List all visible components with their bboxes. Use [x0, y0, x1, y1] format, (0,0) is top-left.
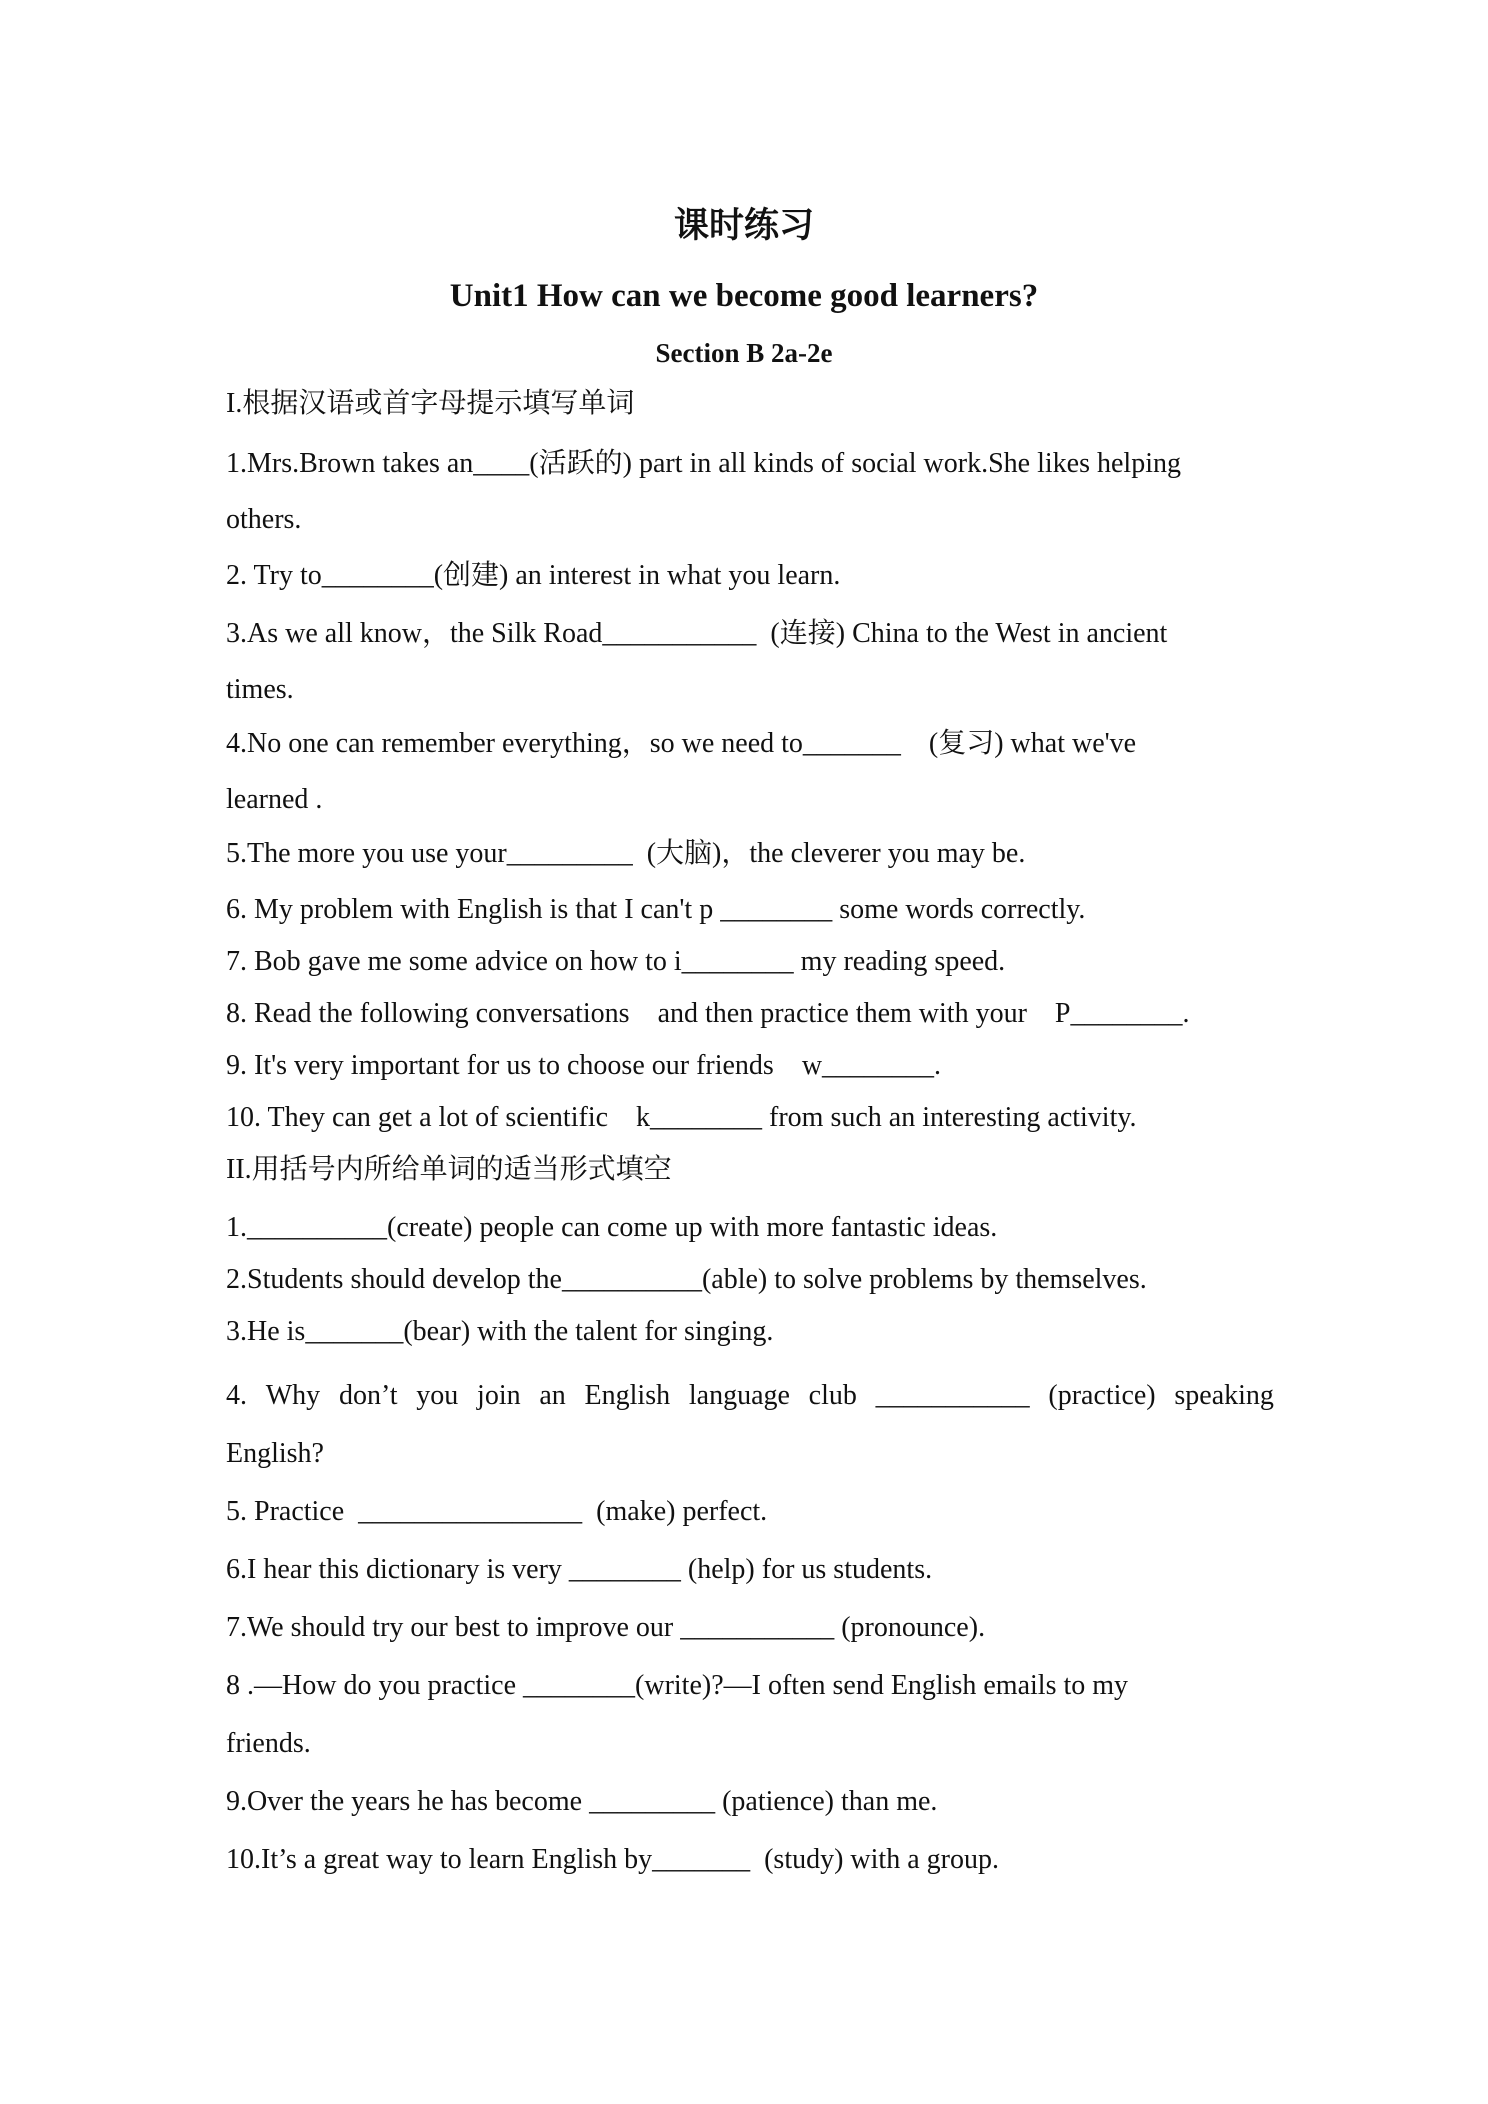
part1-question-4: 4.No one can remember everything，so we need to_______ (复习) what we've — [226, 728, 1137, 759]
part1-question-1: 1.Mrs.Brown takes an____(活跃的) part in all kinds of social work.She likes helping — [226, 448, 1181, 479]
part2-heading: II.用括号内所给单词的适当形式填空 — [226, 1154, 672, 1185]
part2-question-7: 7.We should try our best to improve our ___________ (pronounce). — [226, 1612, 986, 1643]
part1-question-8: 8. Read the following conversations and then practice them with your P________. — [226, 998, 1190, 1029]
q4-word: club — [808, 1380, 857, 1411]
part2-question-10: 10.It’s a great way to learn English by_______ (study) with a group. — [226, 1844, 999, 1875]
unit-title: Unit1 How can we become good learners? — [449, 278, 1039, 314]
part2-question-5: 5. Practice ________________ (make) perfect. — [226, 1496, 768, 1527]
q4-word: (practice) — [1048, 1380, 1156, 1411]
part1-question-3-cont: times. — [226, 674, 294, 705]
part1-question-2: 2. Try to________(创建) an interest in what you learn. — [226, 560, 841, 591]
part2-question-4-cont: English? — [226, 1438, 324, 1469]
part1-question-3: 3.As we all know，the Silk Road___________ (连接) China to the West in ancient — [226, 618, 1168, 649]
section-title: Section B 2a-2e — [655, 338, 833, 368]
q4-blank: ___________ — [875, 1380, 1030, 1411]
page-title: 课时练习 — [673, 206, 814, 245]
part1-question-10: 10. They can get a lot of scientific k________ from such an interesting activity. — [226, 1102, 1137, 1133]
part2-question-1: 1.__________(create) people can come up with more fantastic ideas. — [226, 1212, 998, 1243]
part1-question-7: 7. Bob gave me some advice on how to i________ my reading speed. — [226, 946, 1006, 977]
q4-word: language — [688, 1380, 790, 1411]
part1-question-6: 6. My problem with English is that I can't p ________ some words correctly. — [226, 894, 1086, 925]
part2-question-3: 3.He is_______(bear) with the talent for singing. — [226, 1316, 774, 1347]
q4-word: 4. — [226, 1380, 247, 1411]
q4-word: don’t — [338, 1380, 398, 1411]
part2-question-8: 8 .—How do you practice ________(write)?—I often send English emails to my — [226, 1670, 1129, 1701]
part1-question-9: 9. It's very important for us to choose our friends w________. — [226, 1050, 942, 1081]
q4-word: speaking — [1174, 1380, 1274, 1411]
part2-question-9: 9.Over the years he has become _________ (patience) than me. — [226, 1786, 938, 1817]
part2-question-6: 6.I hear this dictionary is very ________ (help) for us students. — [226, 1554, 933, 1585]
q4-word: an — [539, 1380, 566, 1411]
q4-word: English — [584, 1380, 671, 1411]
q4-word: you — [416, 1380, 459, 1411]
part2-question-2: 2.Students should develop the__________(able) to solve problems by themselves. — [226, 1264, 1147, 1295]
part1-question-1-cont: others. — [226, 504, 302, 535]
q4-word: join — [477, 1380, 521, 1411]
part2-question-4 — [226, 1378, 1274, 1414]
q4-word: Why — [265, 1380, 321, 1411]
part1-question-4-cont: learned . — [226, 784, 323, 815]
part2-question-8-cont: friends. — [226, 1728, 311, 1759]
part1-question-5: 5.The more you use your_________ (大脑)，the cleverer you may be. — [226, 838, 1026, 869]
part1-heading: I.根据汉语或首字母提示填写单词 — [226, 388, 635, 419]
